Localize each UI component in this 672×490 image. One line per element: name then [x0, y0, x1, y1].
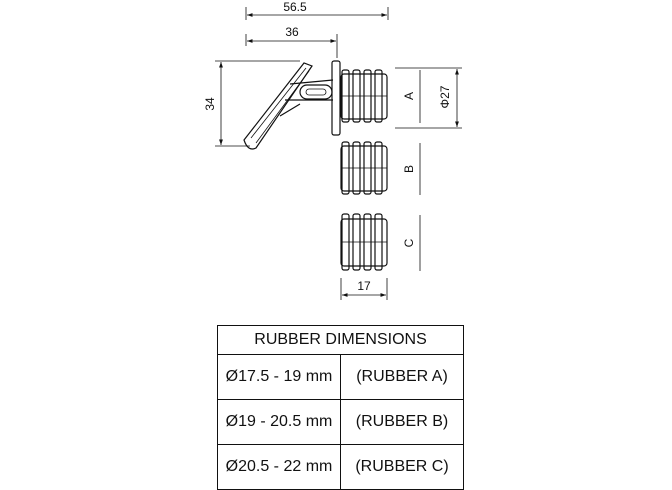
dimension-overall-width: [246, 0, 388, 20]
range-cell: Ø20.5 - 22 mm: [218, 445, 341, 490]
rubber-length-label: 17: [357, 279, 371, 293]
rubber-a-label: A: [402, 91, 416, 101]
table-title: RUBBER DIMENSIONS: [218, 326, 464, 355]
dimension-rubber-length: [341, 278, 387, 300]
table-row: [218, 400, 464, 445]
rubber-c: [341, 214, 387, 270]
overall-width-label: 56.5: [283, 0, 307, 14]
dimension-rubber-c: [402, 215, 420, 271]
dimension-rubber-a: [402, 70, 420, 123]
rubber-b: [341, 142, 387, 194]
dimension-arm-width: [246, 25, 337, 58]
table-row: [218, 355, 464, 400]
table-header-row: [218, 326, 464, 355]
diameter-label: Φ27: [438, 85, 452, 109]
rubber-b-label: B: [402, 164, 416, 174]
range-cell: Ø17.5 - 19 mm: [218, 355, 341, 400]
rubber-cell: (RUBBER A): [341, 355, 464, 400]
table-row: [218, 445, 464, 490]
range-cell: Ø19 - 20.5 mm: [218, 400, 341, 445]
rubber-c-label: C: [402, 238, 416, 248]
dimension-rubber-b: [402, 143, 420, 195]
rubber-a: [341, 70, 387, 122]
arm-width-label: 36: [285, 25, 299, 39]
holder-arm: [244, 61, 340, 149]
rubber-dimensions-table: [217, 325, 464, 490]
height-label: 34: [203, 97, 217, 111]
rubber-cell: (RUBBER C): [341, 445, 464, 490]
rubber-cell: (RUBBER B): [341, 400, 464, 445]
